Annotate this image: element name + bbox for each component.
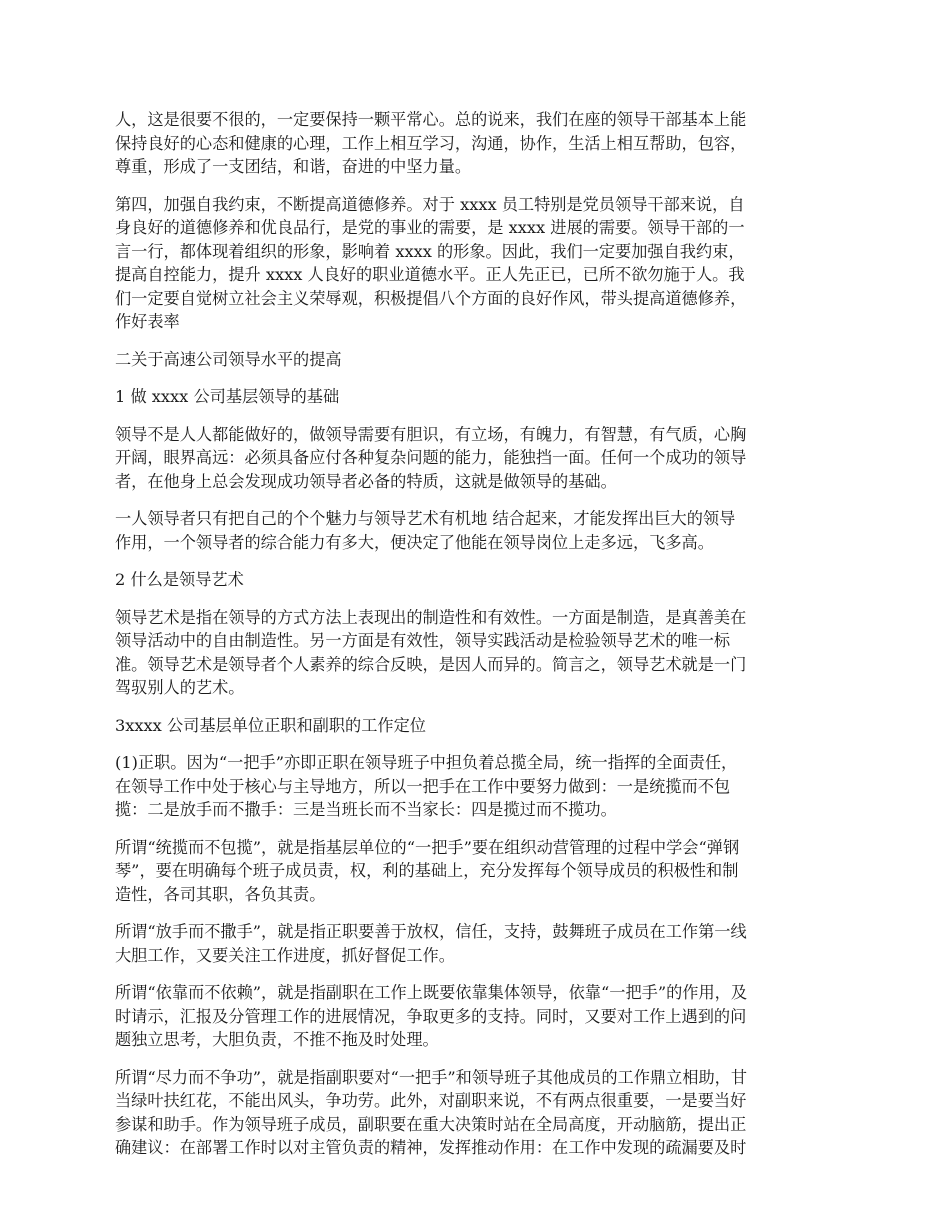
text-line: 保持良好的心态和健康的心理，工作上相互学习，沟通，协作，生活上相互帮助，包容， — [115, 133, 747, 153]
text-line: 琴”，要在明确每个班子成员责，权，利的基础上，充分发挥每个领导成员的积极性和制 — [115, 861, 739, 880]
document-page — [115, 108, 843, 1174]
text-line: 1 做 xxxx 公司基层领导的基础 — [115, 387, 340, 406]
text-line: 2 什么是领导艺术 — [115, 570, 244, 589]
text-line: 驾驭别人的艺术。 — [115, 678, 245, 697]
text-line: 大胆工作，又要关注工作进度，抓好督促工作。 — [115, 945, 455, 965]
text-line: 揽：二是放手而不撒手：三是当班长而不当家长：四是揽过而不揽功。 — [115, 800, 617, 819]
paragraph — [115, 981, 843, 1052]
text-line: (1)正职。因为“一把手”亦即正职在领导班子中担负着总揽全局，统一指挥的全面责任， — [115, 753, 738, 772]
text-line: 言一行，都体现着组织的形象，影响着 xxxx 的形象。因此，我们一定要加强自我约束， — [115, 241, 745, 261]
text-line: 们一定要自觉树立社会主义荣辱观，积极提倡八个方面的良好作风，带头提高道德修养， — [115, 288, 747, 308]
text-line: 人，这是很要不很的，一定要保持一颗平常心。总的说来，我们在座的领导干部基本上能 — [115, 110, 747, 129]
text-line: 身良好的道德修养和优良品行，是党的事业的需要，是 xxxx 进展的需要。领导干部的一 — [115, 218, 745, 237]
paragraph — [115, 108, 843, 179]
text-line: 作好表率 — [115, 312, 180, 331]
paragraph — [115, 920, 843, 967]
paragraph — [115, 507, 843, 554]
text-line: 者，在他身上总会发现成功领导者必备的特质，这就是做领导的基础。 — [115, 471, 617, 491]
text-line: 作用，一个领导者的综合能力有多大，便决定了他能在领导岗位上走多远，飞多高。 — [115, 532, 714, 552]
text-line: 所谓“依靠而不依赖”，就是指副职在工作上既要依靠集体领导，依靠“一把手”的作用，及 — [115, 983, 748, 1002]
text-line: 参谋和助手。作为领导班子成员，副职要在重大决策时站在全局高度，开动脑筋，提出正 — [115, 1114, 747, 1134]
text-line: 提高自控能力，提升 xxxx 人良好的职业道德水平。正人先正已，已所不欲勿施于人。我 — [115, 265, 745, 284]
text-line: 题独立思考，大胆负责，不推不拖及时处理。 — [115, 1030, 439, 1049]
text-line: 确建议：在部署工作时以对主管负责的精神，发挥推动作用：在工作中发现的疏漏要及时 — [115, 1138, 747, 1157]
paragraph — [115, 1066, 843, 1160]
paragraph — [115, 423, 843, 494]
text-line: 3xxxx 公司基层单位正职和副职的工作定位 — [115, 715, 426, 735]
paragraph — [115, 193, 843, 334]
text-line: 二关于高速公司领导水平的提高 — [115, 349, 342, 369]
paragraph — [115, 606, 843, 700]
text-line: 领导活动中的自由制造性。另一方面是有效性，领导实践活动是检验领导艺术的唯一标 — [115, 631, 731, 650]
text-line: 开阔，眼界高远：必须具备应付各种复杂问题的能力，能独挡一面。任何一个成功的领导 — [115, 448, 747, 467]
text-line: 在领导工作中处于核心与主导地方，所以一把手在工作中要努力做到：一是统揽而不包 — [115, 776, 731, 796]
text-line: 所谓“放手而不撒手”，就是指正职要善于放权，信任，支持，鼓舞班子成员在工作第一线 — [115, 922, 747, 941]
paragraph — [115, 714, 843, 738]
text-line: 造性，各司其职，各负其责。 — [115, 884, 326, 904]
text-line: 领导不是人人都能做好的，做领导需要有胆识，有立场，有魄力，有智慧，有气质，心胸 — [115, 424, 747, 444]
paragraph — [115, 568, 843, 592]
text-line: 尊重，形成了一支团结，和谐，奋进的中坚力量。 — [115, 157, 472, 176]
text-line: 领导艺术是指在领导的方式方法上表现出的制造性和有效性。一方面是制造，是真善美在 — [115, 607, 747, 627]
text-line: 准。领导艺术是领导者个人素养的综合反映，是因人而异的。简言之，领导艺术就是一门 — [115, 654, 747, 674]
paragraph — [115, 385, 843, 409]
paragraph — [115, 751, 843, 822]
text-line: 当绿叶扶红花，不能出风头，争功劳。此外，对副职来说，不有两点很重要，一是要当好 — [115, 1091, 747, 1110]
text-line: 所谓“统揽而不包揽”，就是指基层单位的“一把手”要在组织动营管理的过程中学会“弹钢 — [115, 837, 740, 857]
paragraph — [115, 348, 843, 372]
text-line: 第四，加强自我约束，不断提高道德修养。对于 xxxx 员工特别是党员领导干部来说，自 — [115, 194, 745, 214]
text-line: 所谓“尽力而不争功”，就是指副职要对“一把手”和领导班子其他成员的工作鼎立相助，甘 — [115, 1067, 748, 1087]
text-line: 一人领导者只有把自己的个个魅力与领导艺术有机地 结合起来，才能发挥出巨大的领导 — [115, 509, 736, 528]
paragraph — [115, 836, 843, 907]
text-line: 时请示，汇报及分管理工作的进展情况，争取更多的支持。同时，又要对工作上遇到的问 — [115, 1006, 747, 1026]
